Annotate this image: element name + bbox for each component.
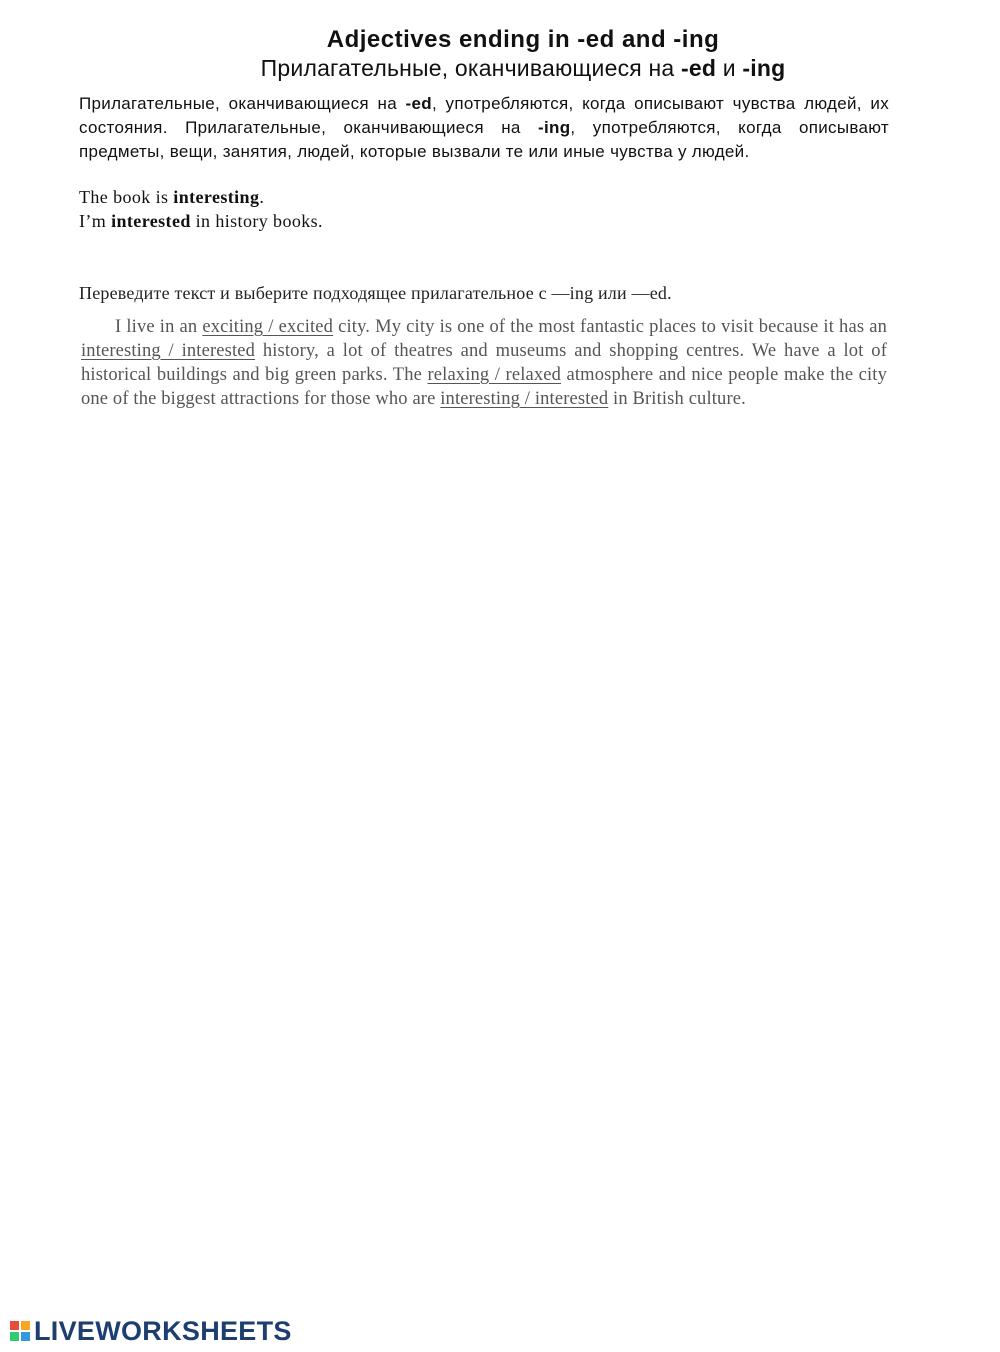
answer-choice-3[interactable]: relaxing / relaxed (427, 365, 562, 385)
intro-part2: , употребляются, когда описывают чувства людей, их состояния. Прилагательные, оканчивающиеся на (79, 94, 890, 137)
passage-text-5: in British culture. (608, 389, 746, 409)
example-2-after: in history books. (190, 211, 323, 231)
passage-text-2: city. My city is one of the most fantastic places to visit because it has an (333, 317, 887, 337)
example-2-before: I’m (79, 211, 112, 231)
exercise-passage (81, 315, 887, 411)
logo-block-3 (10, 1332, 19, 1341)
passage-text-4: atmosphere and nice people make the city one of the biggest attractions for those who are (81, 365, 887, 409)
example-1-keyword: interesting (173, 187, 260, 207)
subtitle-text: Прилагательные, оканчивающиеся на (260, 55, 675, 81)
rule-explanation (79, 92, 889, 164)
page-subtitle (46, 55, 1000, 82)
logo-block-4 (21, 1332, 30, 1341)
logo-text: LIVEWORKSHEETS (34, 1315, 292, 1346)
example-sentence-1 (79, 187, 264, 208)
example-1-after: . (259, 187, 265, 207)
example-sentence-2 (79, 211, 323, 232)
logo-block-1 (10, 1321, 19, 1330)
passage-text-1: I live in an (115, 317, 203, 337)
page-title: Adjectives ending in -ed and -ing (326, 26, 720, 53)
liveworksheets-logo[interactable] (10, 1316, 292, 1346)
example-1-before: The book is (79, 187, 174, 207)
answer-choice-1[interactable]: exciting / excited (202, 317, 334, 337)
logo-blocks-icon (10, 1321, 30, 1341)
subtitle-and: и (722, 55, 736, 81)
intro-part3: , употребляются, когда описывают предметы, вещи, занятия, людей, которые вызвали те или иные чувства у людей. (79, 118, 889, 161)
example-2-keyword: interested (111, 211, 191, 231)
passage-text-3: history, a lot of theatres and museums and shopping centres. We have a lot of historical buildings and big green parks. The (81, 341, 888, 385)
answer-choice-4[interactable]: interesting / interested (440, 389, 609, 409)
intro-ed: -ed (405, 94, 432, 113)
exercise-instruction: Переведите текст и выберите подходящее прилагательное с —ing или —ed. (79, 283, 672, 303)
subtitle-ing: -ing (742, 55, 786, 81)
answer-choice-2[interactable]: interesting / interested (81, 341, 256, 361)
logo-block-2 (21, 1321, 30, 1330)
intro-part1: Прилагательные, оканчивающиеся на (79, 94, 406, 113)
intro-ing: -ing (538, 118, 571, 137)
subtitle-ed: -ed (681, 55, 717, 81)
